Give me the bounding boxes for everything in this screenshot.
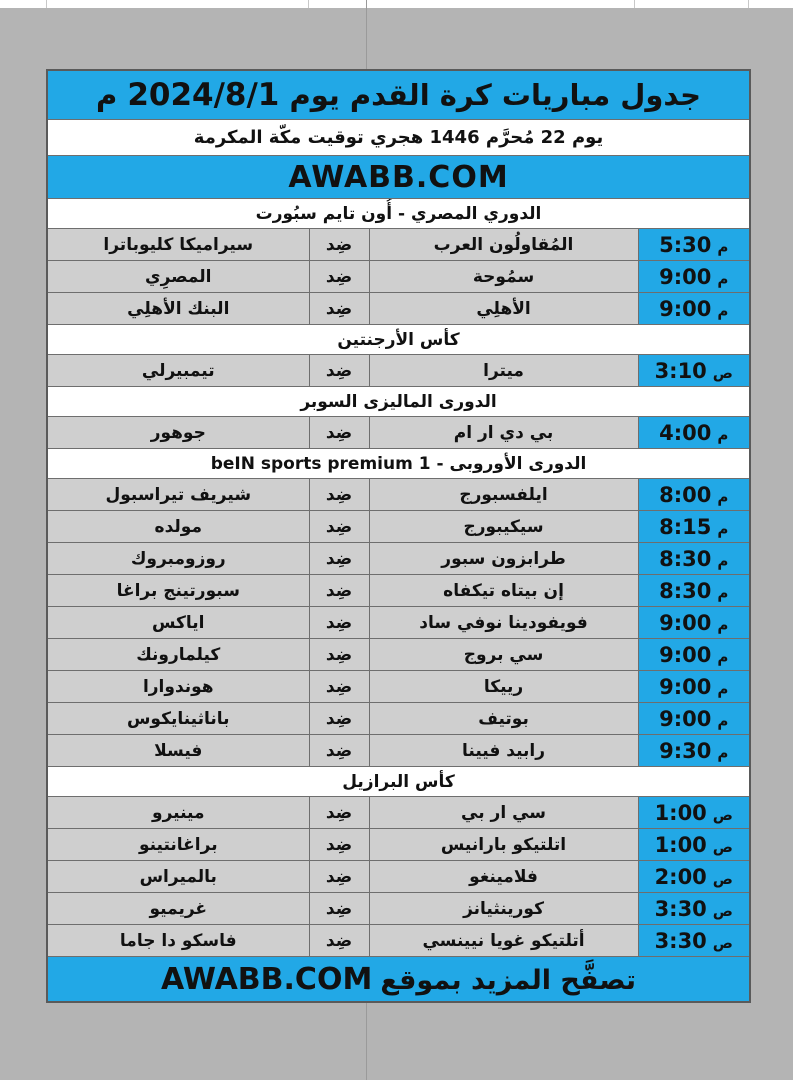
match-time — [638, 925, 750, 957]
home-team: فويفودينا نوفي ساد — [369, 607, 638, 639]
time-period: ص — [712, 805, 733, 824]
away-team: فاسكو دا جاما — [47, 925, 309, 957]
home-team: سمُوحة — [369, 261, 638, 293]
footer-banner — [47, 957, 750, 1003]
league-header-row — [47, 387, 750, 417]
versus-label: ضِد — [309, 639, 369, 671]
time-value: 4:00 — [659, 420, 712, 445]
home-team: بي دي ار ام — [369, 417, 638, 449]
title-date: 2024/8/1 — [127, 77, 280, 113]
time-value: 9:00 — [659, 674, 712, 699]
match-schedule-table — [46, 69, 751, 1003]
match-row — [47, 229, 750, 261]
column-divider — [634, 0, 635, 8]
time-period: م — [717, 269, 729, 288]
time-value: 9:00 — [659, 296, 712, 321]
versus-label: ضِد — [309, 479, 369, 511]
time-period: م — [717, 615, 729, 634]
versus-label: ضِد — [309, 543, 369, 575]
site-row — [47, 156, 750, 199]
home-team: بوتيف — [369, 703, 638, 735]
home-team: اتلتيكو بارانيس — [369, 829, 638, 861]
hijri-date: يوم 22 مُحرَّم 1446 هجري توقيت مكّة المكرمة — [47, 120, 750, 156]
home-team: المُقاولُون العرب — [369, 229, 638, 261]
away-team: اياكس — [47, 607, 309, 639]
match-row — [47, 355, 750, 387]
home-team: أتلتيكو غويا نيينسي — [369, 925, 638, 957]
time-period: م — [717, 679, 729, 698]
away-team: جوهور — [47, 417, 309, 449]
match-row — [47, 861, 750, 893]
away-team: روزومبروك — [47, 543, 309, 575]
time-period: م — [717, 519, 729, 538]
time-period: ص — [712, 837, 733, 856]
away-team: غريميو — [47, 893, 309, 925]
away-team: هوندوارا — [47, 671, 309, 703]
time-period: م — [717, 301, 729, 320]
versus-label: ضِد — [309, 293, 369, 325]
versus-label: ضِد — [309, 417, 369, 449]
versus-label: ضِد — [309, 261, 369, 293]
league-name: الدورى الماليزى السوبر — [300, 391, 497, 412]
match-time — [638, 511, 750, 543]
time-value: 3:30 — [654, 896, 707, 921]
away-team: سبورتينج براغا — [47, 575, 309, 607]
match-row — [47, 511, 750, 543]
footer-text: تصفَّح المزيد بموقع — [380, 964, 637, 996]
time-period: م — [717, 647, 729, 666]
versus-label: ضِد — [309, 735, 369, 767]
column-divider — [308, 0, 309, 8]
match-time — [638, 355, 750, 387]
league-channel: beIN sports premium 1 — [210, 453, 431, 474]
match-row — [47, 575, 750, 607]
versus-label: ضِد — [309, 893, 369, 925]
versus-label: ضِد — [309, 575, 369, 607]
time-value: 9:30 — [659, 738, 712, 763]
page-title — [47, 70, 750, 120]
versus-label: ضِد — [309, 671, 369, 703]
match-row — [47, 893, 750, 925]
time-period: ص — [712, 869, 733, 888]
match-time — [638, 479, 750, 511]
match-row — [47, 925, 750, 957]
league-title — [47, 325, 750, 355]
away-team: كيلمارونك — [47, 639, 309, 671]
time-value: 1:00 — [654, 832, 707, 857]
home-team: رابيد فيينا — [369, 735, 638, 767]
site-banner: AWABB.COM — [47, 156, 750, 199]
time-value: 8:30 — [659, 578, 712, 603]
time-period: ص — [712, 901, 733, 920]
match-time — [638, 229, 750, 261]
match-time — [638, 543, 750, 575]
league-header-row — [47, 449, 750, 479]
home-team: إن بيتاه تيكفاه — [369, 575, 638, 607]
versus-label: ضِد — [309, 797, 369, 829]
match-time — [638, 293, 750, 325]
league-title — [47, 767, 750, 797]
time-period: م — [717, 237, 729, 256]
home-team: طرابزون سبور — [369, 543, 638, 575]
time-value: 8:30 — [659, 546, 712, 571]
time-value: 9:00 — [659, 610, 712, 635]
time-period: ص — [712, 933, 733, 952]
match-time — [638, 861, 750, 893]
league-header-row — [47, 325, 750, 355]
time-period: م — [717, 743, 729, 762]
title-row — [47, 70, 750, 120]
match-time — [638, 607, 750, 639]
league-name: كأس الأرجنتين — [337, 329, 460, 350]
home-team: سي بروج — [369, 639, 638, 671]
versus-label: ضِد — [309, 229, 369, 261]
match-time — [638, 703, 750, 735]
match-time — [638, 797, 750, 829]
time-value: 9:00 — [659, 264, 712, 289]
away-team: باناثينايكوس — [47, 703, 309, 735]
away-team: بالميراس — [47, 861, 309, 893]
versus-label: ضِد — [309, 703, 369, 735]
versus-label: ضِد — [309, 607, 369, 639]
title-text: جدول مباريات كرة القدم يوم — [289, 78, 702, 112]
home-team: ايلفسبورج — [369, 479, 638, 511]
time-period: م — [717, 487, 729, 506]
league-title — [47, 449, 750, 479]
away-team: المصرِي — [47, 261, 309, 293]
versus-label: ضِد — [309, 861, 369, 893]
home-team: كورينثيانز — [369, 893, 638, 925]
match-row — [47, 293, 750, 325]
match-row — [47, 671, 750, 703]
away-team: فيسلا — [47, 735, 309, 767]
match-row — [47, 261, 750, 293]
title-suffix: م — [95, 78, 118, 112]
time-value: 8:00 — [659, 482, 712, 507]
match-row — [47, 639, 750, 671]
away-team: سيراميكا كليوباترا — [47, 229, 309, 261]
match-time — [638, 735, 750, 767]
match-row — [47, 829, 750, 861]
time-period: م — [717, 711, 729, 730]
versus-label: ضِد — [309, 511, 369, 543]
match-time — [638, 671, 750, 703]
match-row — [47, 479, 750, 511]
home-team: الأهلِي — [369, 293, 638, 325]
league-title — [47, 199, 750, 229]
league-header-row — [47, 199, 750, 229]
home-team: ميترا — [369, 355, 638, 387]
home-team: فلامينغو — [369, 861, 638, 893]
league-header-row — [47, 767, 750, 797]
time-period: م — [717, 583, 729, 602]
league-name: كأس البرازيل — [342, 771, 455, 792]
match-time — [638, 829, 750, 861]
home-team: سيكيبورج — [369, 511, 638, 543]
home-team: سي ار بي — [369, 797, 638, 829]
footer-site-link: AWABB.COM — [160, 961, 373, 997]
match-row — [47, 703, 750, 735]
versus-label: ضِد — [309, 355, 369, 387]
home-team: رييكا — [369, 671, 638, 703]
footer-row — [47, 957, 750, 1003]
match-time — [638, 417, 750, 449]
column-divider — [748, 0, 749, 8]
match-time — [638, 575, 750, 607]
column-divider — [46, 0, 47, 8]
time-value: 5:30 — [659, 232, 712, 257]
away-team: مينيرو — [47, 797, 309, 829]
top-strip — [0, 0, 793, 8]
time-value: 8:15 — [659, 514, 712, 539]
match-row — [47, 797, 750, 829]
time-value: 3:30 — [654, 928, 707, 953]
league-name: الدوري المصري - أُون تايم سبُورت — [255, 203, 542, 224]
hijri-row — [47, 120, 750, 156]
away-team: البنك الأهلِي — [47, 293, 309, 325]
match-row — [47, 607, 750, 639]
time-period: م — [717, 425, 729, 444]
time-value: 9:00 — [659, 706, 712, 731]
match-time — [638, 261, 750, 293]
away-team: مولده — [47, 511, 309, 543]
away-team: براغانتينو — [47, 829, 309, 861]
time-value: 2:00 — [654, 864, 707, 889]
league-title — [47, 387, 750, 417]
versus-label: ضِد — [309, 829, 369, 861]
time-value: 3:10 — [654, 358, 707, 383]
match-row — [47, 735, 750, 767]
time-period: ص — [712, 363, 733, 382]
match-time — [638, 639, 750, 671]
time-period: م — [717, 551, 729, 570]
time-value: 1:00 — [654, 800, 707, 825]
match-time — [638, 893, 750, 925]
versus-label: ضِد — [309, 925, 369, 957]
league-name: الدورى الأوروبى - — [430, 453, 587, 474]
away-team: تيمبيرلي — [47, 355, 309, 387]
time-value: 9:00 — [659, 642, 712, 667]
match-row — [47, 417, 750, 449]
match-row — [47, 543, 750, 575]
away-team: شيريف تيراسبول — [47, 479, 309, 511]
